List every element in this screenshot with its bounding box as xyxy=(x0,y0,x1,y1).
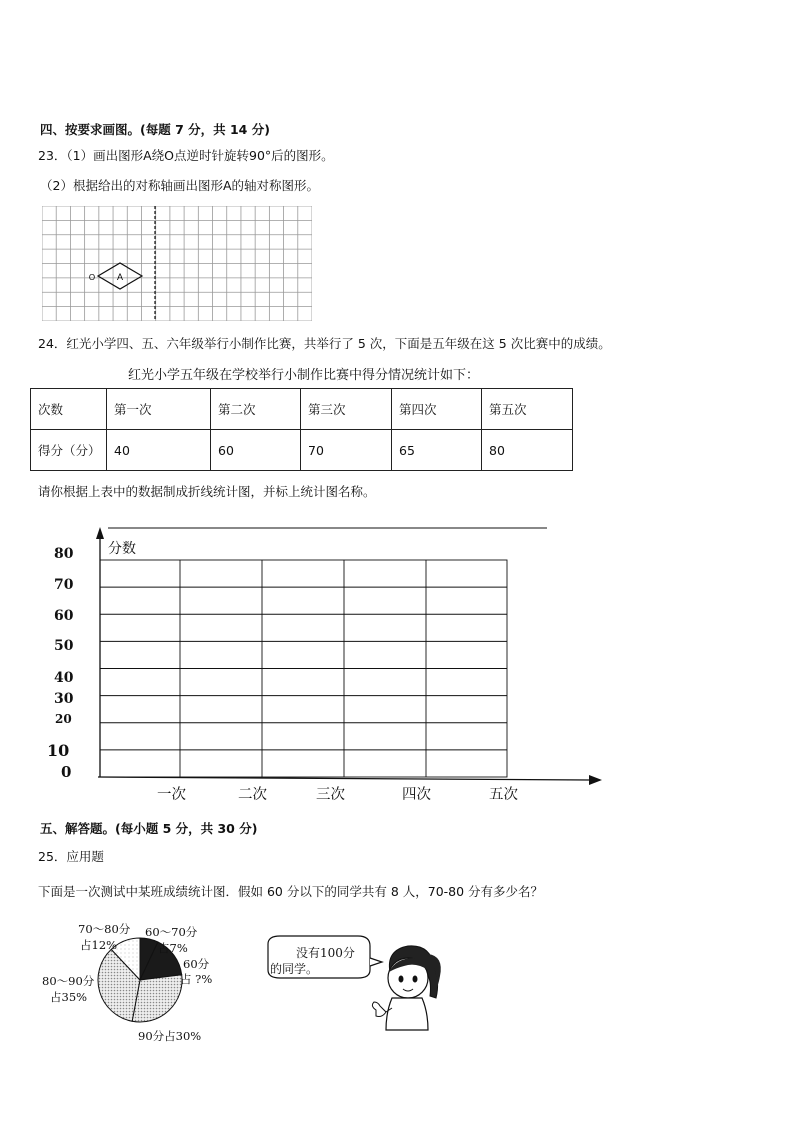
y-tick-label: 20 xyxy=(55,712,72,726)
speech-text-line-2: 的同学。 xyxy=(270,962,319,976)
section-4-title: 四、按要求画图。(每题 7 分，共 14 分) xyxy=(40,122,270,137)
drawing-grid xyxy=(42,206,312,321)
pie-label-80-90-pct: 占35% xyxy=(50,990,88,1004)
question-25-text: 下面是一次测试中某班成绩统计图．假如 60 分以下的同学共有 8 人，70-80 分有多少名？ xyxy=(38,884,544,899)
pie-label-60-70-pct: 占7% xyxy=(158,941,188,955)
table-cell: 第五次 xyxy=(482,389,573,430)
x-tick-label: 一次 xyxy=(157,787,186,803)
table-cell: 次数 xyxy=(31,389,107,430)
shape-a-label: A xyxy=(116,272,124,282)
score-table xyxy=(30,388,573,471)
table-cell: 40 xyxy=(107,430,211,471)
table-cell: 第一次 xyxy=(107,389,211,430)
y-tick-label: 30 xyxy=(54,691,74,707)
table-caption: 红光小学五年级在学校举行小制作比赛中得分情况统计如下： xyxy=(128,368,480,383)
pie-label-60: 60分 xyxy=(183,957,210,971)
question-24: 24．红光小学四、五、六年级举行小制作比赛，共举行了 5 次，下面是五年级在这 5 次比赛中的成绩。 xyxy=(38,336,611,351)
pie-label-60-pct: 占 ?% xyxy=(180,972,213,986)
y-tick-label: 50 xyxy=(54,638,74,654)
table-cell: 60 xyxy=(211,430,301,471)
y-tick-label: 70 xyxy=(54,577,74,593)
table-cell: 第二次 xyxy=(211,389,301,430)
x-tick-label: 四次 xyxy=(402,787,431,803)
table-cell: 第四次 xyxy=(392,389,482,430)
question-23-part-2: （2）根据给出的对称轴画出图形A的轴对称图形。 xyxy=(40,178,320,193)
table-row xyxy=(31,430,573,471)
chart-instruction: 请你根据上表中的数据制成折线统计图，并标上统计图名称。 xyxy=(38,484,376,499)
y-tick-label: 80 xyxy=(54,546,74,562)
y-axis-arrow xyxy=(96,527,104,539)
blank-line-chart xyxy=(0,515,794,805)
section-5-title: 五、解答题。(每小题 5 分，共 30 分) xyxy=(40,821,258,836)
y-tick-label: 10 xyxy=(47,741,70,760)
question-23-part-1: 23．（1）画出图形A绕O点逆时针旋转90°后的图形。 xyxy=(38,148,334,163)
table-cell: 得分（分） xyxy=(31,430,107,471)
x-tick-label: 五次 xyxy=(489,787,518,803)
x-tick-label: 二次 xyxy=(238,787,267,803)
table-cell: 65 xyxy=(392,430,482,471)
table-row xyxy=(31,389,573,430)
x-axis xyxy=(98,777,590,780)
speech-text-line-1: 没有100分 xyxy=(296,946,355,960)
y-tick-label: 60 xyxy=(54,608,74,624)
x-tick-label: 三次 xyxy=(316,787,345,803)
table-cell: 80 xyxy=(482,430,573,471)
pie-label-80-90: 80～90分 xyxy=(42,974,95,988)
y-tick-label: 40 xyxy=(54,670,74,686)
pie-label-60-70: 60～70分 xyxy=(145,925,198,939)
y-tick-label: 0 xyxy=(61,763,72,781)
pie-label-70-80-pct: 占12% xyxy=(80,938,118,952)
pie-label-90: 90分占30% xyxy=(138,1029,202,1043)
y-axis-label: 分数 xyxy=(108,541,136,557)
x-axis-arrow xyxy=(589,775,602,785)
question-25: 25．应用题 xyxy=(38,849,104,864)
table-cell: 70 xyxy=(301,430,392,471)
pie-label-70-80: 70～80分 xyxy=(78,922,131,936)
table-cell: 第三次 xyxy=(301,389,392,430)
point-o-label: O xyxy=(88,273,96,282)
